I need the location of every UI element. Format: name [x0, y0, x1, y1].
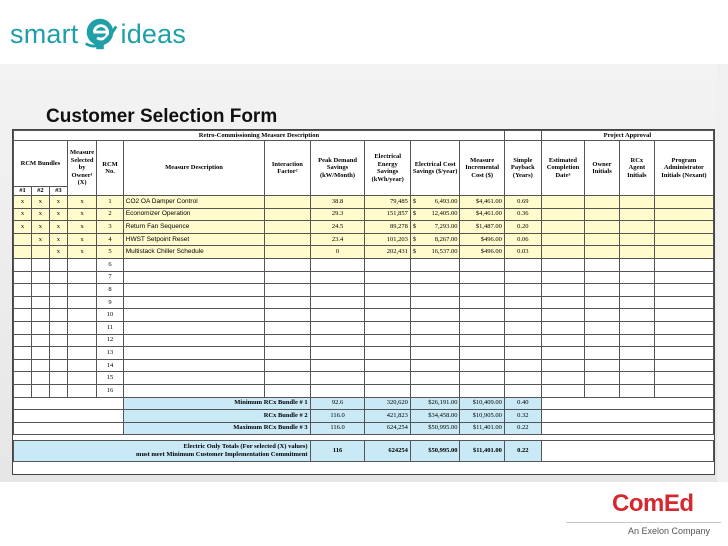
completion-cell[interactable]: [541, 233, 584, 246]
bundle-total-row: [14, 397, 714, 410]
peak-demand-cell: 29.3: [310, 208, 365, 221]
rcm-no-cell: 6: [97, 258, 123, 271]
bundle-2-cell[interactable]: [31, 246, 49, 259]
total-peak-demand: 116.0: [310, 422, 365, 435]
customer-selection-form: [12, 129, 715, 475]
bundle-3-cell[interactable]: x: [49, 196, 67, 209]
empty-row: [14, 372, 714, 385]
owner-initials-cell[interactable]: [585, 208, 620, 221]
bundle-2-header: #2: [31, 187, 49, 196]
currency-symbol: $: [412, 210, 417, 218]
comed-logo: ComEd: [612, 490, 694, 517]
empty-row: [14, 384, 714, 397]
peak-demand-header: Peak Demand Savings (kW/Month): [310, 141, 365, 196]
cost-savings-value: 16,537.00: [431, 248, 458, 256]
cost-savings-value: 7,293.00: [434, 222, 458, 230]
cost-savings-value: 6,493.00: [434, 197, 458, 205]
bundle-total-label: RCx Bundle # 2: [123, 410, 310, 423]
interaction-factor-cell[interactable]: [265, 246, 310, 259]
total-energy-savings: 421,823: [365, 410, 410, 423]
rcx-agent-cell[interactable]: [619, 196, 654, 209]
total-payback: 0.40: [504, 397, 541, 410]
interaction-factor-cell[interactable]: [265, 221, 310, 234]
completion-cell[interactable]: [541, 196, 584, 209]
total-cost-savings: $34,458.00: [410, 410, 460, 423]
bundle-1-cell[interactable]: [14, 233, 32, 246]
rcm-no-cell: 2: [97, 208, 123, 221]
empty-row: [14, 258, 714, 271]
bundle-1-cell[interactable]: x: [14, 221, 32, 234]
owner-initials-cell[interactable]: [585, 221, 620, 234]
administrator-header: Program Administrator Initials (Nexant): [654, 141, 713, 196]
table-row: [14, 246, 714, 259]
band-edge: [717, 64, 728, 482]
empty-row: [14, 321, 714, 334]
cost-savings-value: 8,267.00: [434, 235, 458, 243]
table-row: [14, 233, 714, 246]
measure-description-cell: CO2 OA Damper Control: [123, 196, 264, 209]
page-title: Customer Selection Form: [46, 106, 278, 127]
empty-row: [14, 347, 714, 360]
footer-divider: [566, 522, 721, 523]
payback-cell: 0.20: [504, 221, 541, 234]
owner-initials-cell[interactable]: [585, 246, 620, 259]
payback-cell: 0.06: [504, 233, 541, 246]
electrical-energy-header: Electrical Energy Savings (kWh/year): [365, 141, 410, 196]
interaction-factor-header: Interaction Factor²: [265, 141, 310, 196]
header-bar: [0, 0, 728, 64]
administrator-cell[interactable]: [654, 208, 713, 221]
measure-description-cell: Multistack Chiller Schedule: [123, 246, 264, 259]
rcx-agent-cell[interactable]: [619, 221, 654, 234]
total-cost-savings: $50,995.00: [410, 422, 460, 435]
rcm-no-cell: 1: [97, 196, 123, 209]
rcm-no-cell: 5: [97, 246, 123, 259]
selected-cell[interactable]: x: [67, 208, 97, 221]
table-row: [14, 196, 714, 209]
empty-row: [14, 284, 714, 297]
bundle-2-cell[interactable]: x: [31, 208, 49, 221]
owner-initials-cell[interactable]: [585, 196, 620, 209]
total-incremental-cost: $10,409.00: [460, 397, 504, 410]
logo-text-right: ideas: [120, 18, 187, 49]
energy-savings-cell: 89,278: [365, 221, 410, 234]
rcm-no-cell: 8: [97, 284, 123, 297]
owner-initials-header: Owner Initials: [585, 141, 620, 196]
bundle-3-cell[interactable]: x: [49, 221, 67, 234]
cost-savings-cell: [410, 246, 460, 259]
bundle-total-row: [14, 410, 714, 423]
payback-cell: 0.03: [504, 246, 541, 259]
measure-selected-header: Measure Selected by Owner¹ (X): [67, 141, 97, 196]
rcm-bundles-header: RCM Bundles: [14, 141, 68, 187]
energy-savings-cell: 151,857: [365, 208, 410, 221]
peak-demand-cell: 24.5: [310, 221, 365, 234]
currency-symbol: $: [412, 235, 417, 243]
rcx-agent-header: RCx Agent Initials: [619, 141, 654, 196]
incremental-cost-cell: $1,487.00: [460, 221, 504, 234]
administrator-cell[interactable]: [654, 233, 713, 246]
empty-row: [14, 296, 714, 309]
total-energy-savings: 624,254: [365, 422, 410, 435]
rcm-no-cell: 16: [97, 384, 123, 397]
logo-text-left: smart: [10, 18, 79, 49]
bundle-1-cell[interactable]: [14, 246, 32, 259]
total-incremental-cost: $10,905.00: [460, 410, 504, 423]
completion-cell[interactable]: [541, 246, 584, 259]
rcm-no-cell: 11: [97, 321, 123, 334]
electric-total-cost-savings: $50,995.00: [410, 441, 460, 462]
retro-group-header: Retro-Commissioning Measure Description: [14, 131, 505, 141]
measure-description-cell: Return Fan Sequence: [123, 221, 264, 234]
bundle-3-header: #3: [49, 187, 67, 196]
bundle-1-cell[interactable]: x: [14, 208, 32, 221]
rcm-no-cell: 14: [97, 359, 123, 372]
peak-demand-cell: 23.4: [310, 233, 365, 246]
empty-row: [14, 309, 714, 322]
group-header-row: [14, 131, 714, 141]
bundle-2-cell[interactable]: x: [31, 221, 49, 234]
measure-table: [13, 130, 714, 462]
selected-cell[interactable]: x: [67, 233, 97, 246]
selected-cell[interactable]: x: [67, 246, 97, 259]
measure-description-cell: Economizer Operation: [123, 208, 264, 221]
interaction-factor-cell[interactable]: [265, 196, 310, 209]
total-payback: 0.22: [504, 422, 541, 435]
bundle-2-cell[interactable]: x: [31, 233, 49, 246]
approval-group-header: Project Approval: [541, 131, 713, 141]
cost-savings-cell: [410, 196, 460, 209]
payback-cell: 0.36: [504, 208, 541, 221]
owner-initials-cell[interactable]: [585, 233, 620, 246]
peak-demand-cell: 38.8: [310, 196, 365, 209]
payback-cell: 0.69: [504, 196, 541, 209]
bundle-1-header: #1: [14, 187, 32, 196]
total-energy-savings: 320,620: [365, 397, 410, 410]
exelon-tagline: An Exelon Company: [628, 526, 711, 536]
energy-savings-cell: 79,485: [365, 196, 410, 209]
electric-totals-label-line1: Electric Only Totals (For selected (X) values): [183, 443, 308, 451]
currency-symbol: $: [412, 197, 417, 205]
electrical-cost-header: Electrical Cost Savings ($/year): [410, 141, 460, 196]
rcx-agent-cell[interactable]: [619, 246, 654, 259]
rcx-agent-cell[interactable]: [619, 233, 654, 246]
empty-row: [14, 271, 714, 284]
column-header-row: [14, 141, 714, 187]
rcm-no-cell: 3: [97, 221, 123, 234]
payback-header: Simple Payback (Years): [504, 141, 541, 196]
interaction-factor-cell[interactable]: [265, 208, 310, 221]
bundle-3-cell[interactable]: x: [49, 246, 67, 259]
total-incremental-cost: $11,401.00: [460, 422, 504, 435]
energy-savings-cell: 101,203: [365, 233, 410, 246]
bundle-3-cell[interactable]: x: [49, 233, 67, 246]
rcx-agent-cell[interactable]: [619, 208, 654, 221]
electric-totals-label: [14, 441, 311, 462]
table-row: [14, 208, 714, 221]
cost-savings-cell: [410, 233, 460, 246]
incremental-cost-cell: $496.00: [460, 233, 504, 246]
completion-cell[interactable]: [541, 221, 584, 234]
administrator-cell[interactable]: [654, 221, 713, 234]
currency-symbol: $: [412, 248, 417, 256]
measure-description-cell: HWST Setpoint Reset: [123, 233, 264, 246]
smart-ideas-logo: [10, 14, 186, 54]
rcm-no-cell: 12: [97, 334, 123, 347]
incremental-cost-cell: $4,461.00: [460, 208, 504, 221]
bundle-total-label: Maximum RCx Bundle # 3: [123, 422, 310, 435]
total-payback: 0.32: [504, 410, 541, 423]
cost-savings-cell: [410, 221, 460, 234]
lightbulb-e-icon: [81, 15, 119, 53]
selected-cell[interactable]: x: [67, 221, 97, 234]
completion-header: Estimated Completion Date³: [541, 141, 584, 196]
energy-savings-cell: 202,431: [365, 246, 410, 259]
incremental-cost-header: Measure Incremental Cost ($): [460, 141, 504, 196]
rcm-no-cell: 9: [97, 296, 123, 309]
rcm-no-cell: 10: [97, 309, 123, 322]
rcm-no-cell: 7: [97, 271, 123, 284]
incremental-cost-cell: $496.00: [460, 246, 504, 259]
bundle-total-label: Minimum RCx Bundle # 1: [123, 397, 310, 410]
cost-savings-value: 12,405.00: [431, 210, 458, 218]
cost-savings-cell: [410, 208, 460, 221]
total-peak-demand: 92.6: [310, 397, 365, 410]
bundle-total-row: [14, 422, 714, 435]
electric-totals-row: [14, 441, 714, 462]
total-peak-demand: 116.0: [310, 410, 365, 423]
bundle-3-cell[interactable]: x: [49, 208, 67, 221]
electric-totals-label-line2: must meet Minimum Customer Implementation Commitment: [136, 451, 308, 459]
administrator-cell[interactable]: [654, 196, 713, 209]
selected-cell[interactable]: x: [67, 196, 97, 209]
rcm-no-cell: 15: [97, 372, 123, 385]
administrator-cell[interactable]: [654, 246, 713, 259]
measure-description-header: Measure Description: [123, 141, 264, 196]
interaction-factor-cell[interactable]: [265, 233, 310, 246]
bundle-1-cell[interactable]: x: [14, 196, 32, 209]
electric-total-incremental-cost: $11,401.00: [460, 441, 504, 462]
incremental-cost-cell: $4,461.00: [460, 196, 504, 209]
total-cost-savings: $26,191.00: [410, 397, 460, 410]
completion-cell[interactable]: [541, 208, 584, 221]
electric-total-energy: 624254: [365, 441, 410, 462]
rcm-no-header: RCM No.: [97, 141, 123, 196]
peak-demand-cell: 0: [310, 246, 365, 259]
rcm-no-cell: 13: [97, 347, 123, 360]
electric-total-peak-demand: 116: [310, 441, 365, 462]
empty-row: [14, 334, 714, 347]
bundle-2-cell[interactable]: x: [31, 196, 49, 209]
table-row: [14, 221, 714, 234]
currency-symbol: $: [412, 222, 417, 230]
electric-total-payback: 0.22: [504, 441, 541, 462]
rcm-no-cell: 4: [97, 233, 123, 246]
empty-row: [14, 359, 714, 372]
